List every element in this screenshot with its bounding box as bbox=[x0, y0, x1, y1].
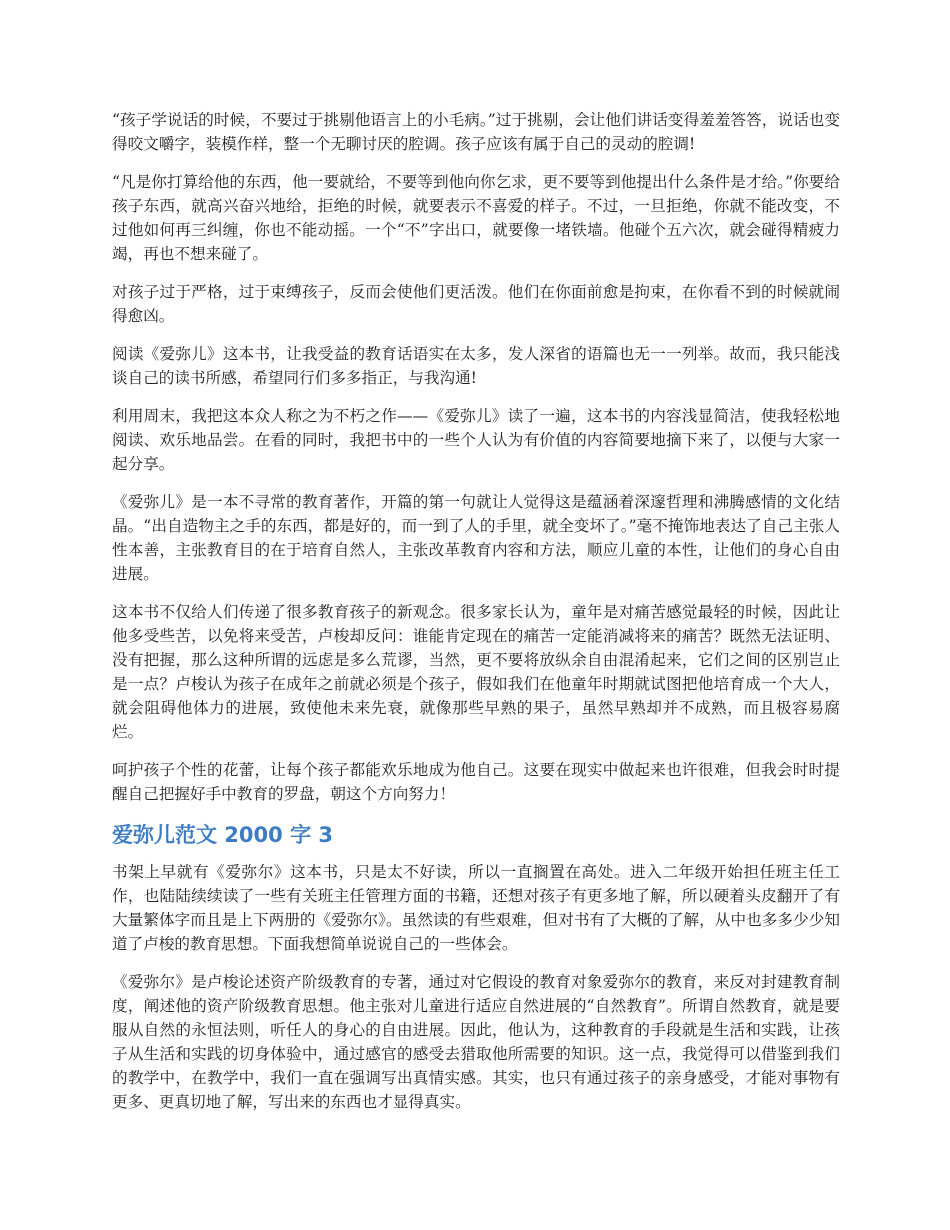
paragraph: 阅读《爱弥儿》这本书，让我受益的教育话语实在太多，发人深省的语篇也无一一列举。故而，我只能浅谈自己的读书所感，希望同行们多多指正，与我沟通! bbox=[112, 345, 840, 387]
paragraph: 书架上早就有《爱弥尔》这本书，只是太不好读，所以一直搁置在高处。进入二年级开始担任班主任工作，也陆陆续续读了一些有关班主任管理方面的书籍，还想对孩子有更多地了解，所以硬着头皮翻开了有大量繁体字而且是上下两册的《爱弥尔》。虽然读的有些艰难，但对书有了大概的了解，从中也多多少少知道了卢梭的教育思想。下面我想简单说说自己的一些体会。 bbox=[112, 863, 840, 953]
paragraph: 呵护孩子个性的花蕾，让每个孩子都能欢乐地成为他自己。这要在现实中做起来也许很难，但我会时时提醒自己把握好手中教育的罗盘，朝这个方向努力！ bbox=[112, 761, 840, 803]
paragraph: “凡是你打算给他的东西，他一要就给，不要等到他向你乞求，更不要等到他提出什么条件是才给。”你要给孩子东西，就高兴奋兴地给，拒绝的时候，就要表示不喜爱的样子。不过，一旦拒绝，你就不能改变，不过他如何再三纠缠，你也不能动摇。一个“不”字出口，就要像一堵铁墙。他碰个五六次，就会碰得精疲力竭，再也不想来碰了。 bbox=[112, 173, 840, 263]
paragraph: “孩子学说话的时候，不要过于挑剔他语言上的小毛病。”过于挑剔，会让他们讲话变得羞羞答答，说话也变得咬文嚼字，装模作样，整一个无聊讨厌的腔调。孩子应该有属于自己的灵动的腔调! bbox=[112, 111, 840, 153]
paragraph: 这本书不仅给人们传递了很多教育孩子的新观念。很多家长认为，童年是对痛苦感觉最轻的时候，因此让他多受些苦，以免将来受苦，卢梭却反问：谁能肯定现在的痛苦一定能消减将来的痛苦？既然无法证明、没有把握，那么这种所谓的远虑是多么荒谬，当然，更不要将放纵余自由混淆起来，它们之间的区别岂止是一点？卢梭认为孩子在成年之前就必须是个孩子，假如我们在他童年时期就试图把他培育成一个大人，就会阻碍他体力的进展，致使他未来先衰，就像那些早熟的果子，虽然早熟却并不成熟，而且极容易腐烂。 bbox=[112, 603, 840, 741]
paragraph: 利用周末，我把这本众人称之为不朽之作——《爱弥儿》读了一遍，这本书的内容浅显简洁，使我轻松地阅读、欢乐地品尝。在看的同时，我把书中的一些个人认为有价值的内容简要地摘下来了，以便与大家一起分享。 bbox=[112, 407, 840, 473]
section-heading: 爱弥儿范文 2000 字 3 bbox=[112, 823, 333, 847]
paragraph: 《爱弥尔》是卢梭论述资产阶级教育的专著，通过对它假设的教育对象爱弥尔的教育，来反对封建教育制度，阐述他的资产阶级教育思想。他主张对儿童进行适应自然进展的“自然教育”。所谓自然教育，就是要服从自然的永恒法则，听任人的身心的自由进展。因此，他认为，这种教育的手段就是生活和实践，让孩子从生活和实践的切身体验中，通过感官的感受去猎取他所需要的知识。这一点，我觉得可以借鉴到我们的教学中，在教学中，我们一直在强调写出真情实感。其实，也只有通过孩子的亲身感受，才能对事物有更多、更真切地了解，写出来的东西也才显得真实。 bbox=[112, 973, 840, 1111]
paragraph: 《爱弥儿》是一本不寻常的教育著作，开篇的第一句就让人觉得这是蕴涵着深邃哲理和沸腾感情的文化结晶。“出自造物主之手的东西，都是好的，而一到了人的手里，就全变坏了。”毫不掩饰地表达了自己主张人性本善，主张教育目的在于培育自然人，主张改革教育内容和方法，顺应儿童的本性，让他们的身心自由进展。 bbox=[112, 493, 840, 583]
paragraph: 对孩子过于严格，过于束缚孩子，反而会使他们更活泼。他们在你面前愈是拘束，在你看不到的时候就闹得愈凶。 bbox=[112, 283, 840, 325]
document-page bbox=[112, 108, 840, 1128]
